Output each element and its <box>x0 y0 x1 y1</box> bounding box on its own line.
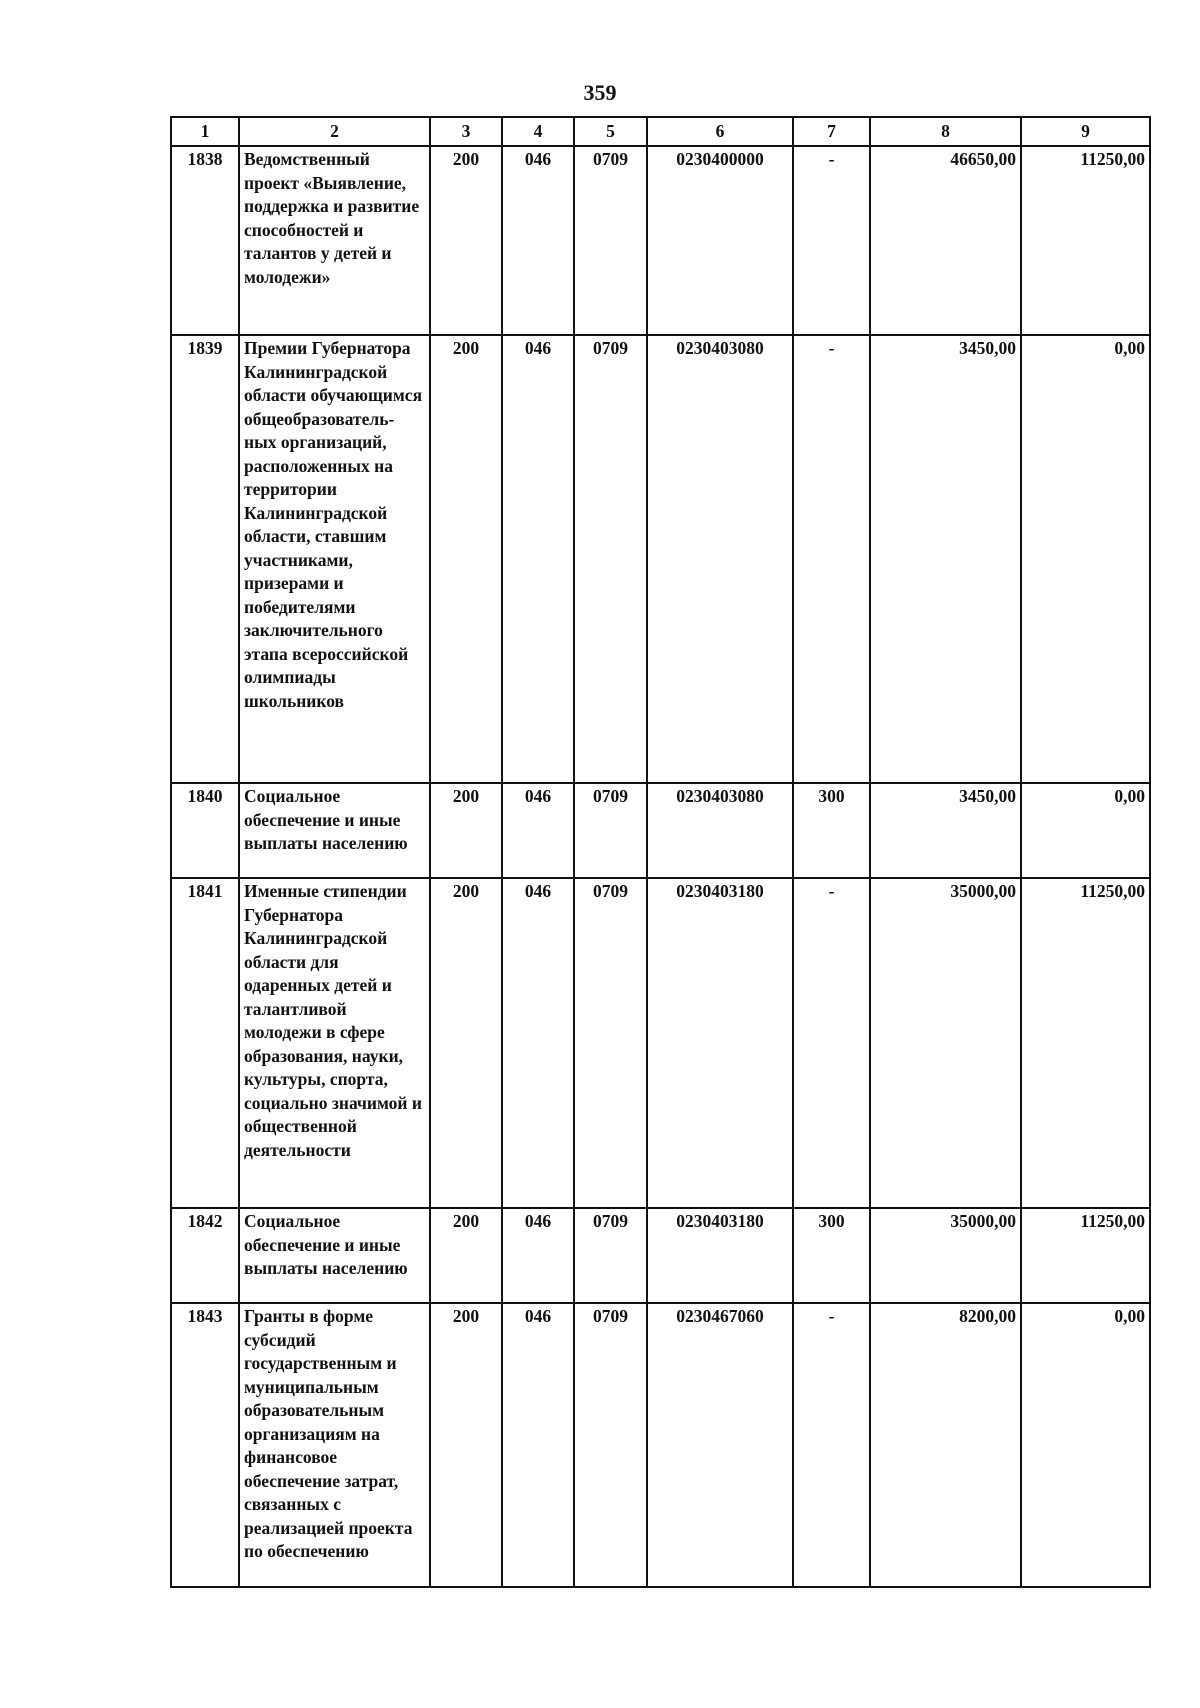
row-name: Гранты в форме субсидий государственным и муниципальным образовательным организациям на финансовое обеспечение затрат, связанных с реализацией проекта по обеспечению <box>239 1303 430 1587</box>
row-col-3: 200 <box>430 783 502 878</box>
row-col-6: 0230403180 <box>647 878 793 1208</box>
row-col-7: 300 <box>793 783 870 878</box>
row-col-9: 11250,00 <box>1021 1208 1150 1303</box>
row-col-9: 0,00 <box>1021 1303 1150 1587</box>
row-col-4: 046 <box>502 146 574 335</box>
row-col-7: - <box>793 146 870 335</box>
budget-table <box>170 116 1151 1588</box>
row-col-3: 200 <box>430 1303 502 1587</box>
row-number: 1840 <box>171 783 239 878</box>
col-header-3: 3 <box>430 117 502 146</box>
row-number: 1838 <box>171 146 239 335</box>
row-col-7: - <box>793 335 870 783</box>
table-row <box>171 878 1150 1208</box>
row-col-6: 0230400000 <box>647 146 793 335</box>
col-header-8: 8 <box>870 117 1021 146</box>
col-header-2: 2 <box>239 117 430 146</box>
row-col-5: 0709 <box>574 878 647 1208</box>
row-col-7: - <box>793 878 870 1208</box>
col-header-1: 1 <box>171 117 239 146</box>
row-name: Социальное обеспечение и иные выплаты населению <box>239 1208 430 1303</box>
row-col-4: 046 <box>502 878 574 1208</box>
row-col-6: 0230403080 <box>647 783 793 878</box>
row-col-8: 3450,00 <box>870 335 1021 783</box>
row-col-4: 046 <box>502 335 574 783</box>
row-col-5: 0709 <box>574 783 647 878</box>
col-header-9: 9 <box>1021 117 1150 146</box>
row-col-8: 46650,00 <box>870 146 1021 335</box>
table-row <box>171 783 1150 878</box>
row-number: 1843 <box>171 1303 239 1587</box>
page-number: 359 <box>583 80 617 105</box>
row-col-9: 11250,00 <box>1021 878 1150 1208</box>
row-col-5: 0709 <box>574 335 647 783</box>
row-col-3: 200 <box>430 146 502 335</box>
row-col-8: 8200,00 <box>870 1303 1021 1587</box>
row-col-6: 0230403180 <box>647 1208 793 1303</box>
table-row <box>171 1208 1150 1303</box>
row-col-9: 0,00 <box>1021 335 1150 783</box>
row-col-4: 046 <box>502 1208 574 1303</box>
row-name: Социальное обеспечение и иные выплаты населению <box>239 783 430 878</box>
row-col-5: 0709 <box>574 146 647 335</box>
row-col-3: 200 <box>430 335 502 783</box>
col-header-5: 5 <box>574 117 647 146</box>
table-row <box>171 1303 1150 1587</box>
row-col-8: 35000,00 <box>870 878 1021 1208</box>
row-col-5: 0709 <box>574 1303 647 1587</box>
row-col-9: 0,00 <box>1021 783 1150 878</box>
row-col-5: 0709 <box>574 1208 647 1303</box>
table-row <box>171 146 1150 335</box>
table-row <box>171 335 1150 783</box>
col-header-4: 4 <box>502 117 574 146</box>
row-number: 1841 <box>171 878 239 1208</box>
row-col-9: 11250,00 <box>1021 146 1150 335</box>
row-name: Ведомственный проект «Выявление, поддержка и развитие способностей и талантов у детей и молодежи» <box>239 146 430 335</box>
row-col-6: 0230403080 <box>647 335 793 783</box>
row-number: 1842 <box>171 1208 239 1303</box>
row-name: Премии Губернатора Калининградской области обучающимся общеобразователь-ных организаций, расположенных на территории Калининградской области, ставшим участниками, призерами и победителями заключительного этапа всероссийской олимпиады школьников <box>239 335 430 783</box>
row-col-8: 3450,00 <box>870 783 1021 878</box>
row-col-4: 046 <box>502 783 574 878</box>
col-header-7: 7 <box>793 117 870 146</box>
row-col-7: 300 <box>793 1208 870 1303</box>
col-header-6: 6 <box>647 117 793 146</box>
row-name: Именные стипендии Губернатора Калининградской области для одаренных детей и талантливой молодежи в сфере образования, науки, культуры, спорта, социально значимой и общественной деятельности <box>239 878 430 1208</box>
row-col-6: 0230467060 <box>647 1303 793 1587</box>
row-col-8: 35000,00 <box>870 1208 1021 1303</box>
header-row <box>171 117 1150 146</box>
row-col-4: 046 <box>502 1303 574 1587</box>
row-col-3: 200 <box>430 878 502 1208</box>
row-number: 1839 <box>171 335 239 783</box>
row-col-3: 200 <box>430 1208 502 1303</box>
row-col-7: - <box>793 1303 870 1587</box>
